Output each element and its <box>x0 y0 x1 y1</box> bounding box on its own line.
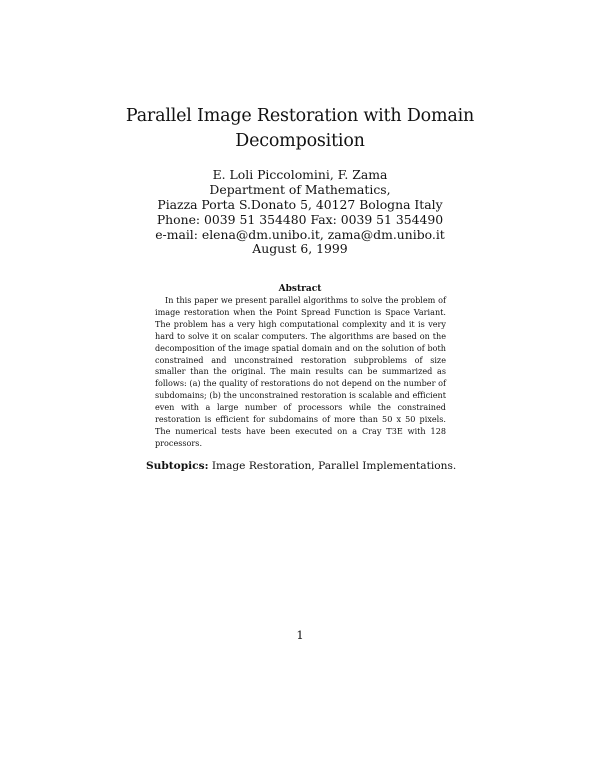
subtopics-text: Image Restoration, Parallel Implementations. <box>208 460 457 472</box>
subtopics-line <box>146 459 466 473</box>
author-department: Department of Mathematics, <box>209 182 391 197</box>
author-block <box>100 167 500 242</box>
paper-date: August 6, 1999 <box>252 241 348 256</box>
page-number: 1 <box>296 628 304 642</box>
author-email: e-mail: elena@dm.unibo.it, zama@dm.unibo.it <box>155 227 445 242</box>
author-phone: Phone: 0039 51 354480 Fax: 0039 51 354490 <box>156 212 444 227</box>
abstract-heading: Abstract <box>278 284 322 294</box>
abstract-body: In this paper we present parallel algorithms to solve the problem of image restoration when the Point Spread Function is Space Variant. The problem has a very high computational complexity and it is very hard to solve it on scalar computers. The algorithms are based on the decomposition of the image spatial domain and on the solution of both constrained and unconstrained restoration subproblems of size smaller than the original. The main results can be summarized as follows: (a) the quality of restorations do not depend on the number of subdomains; (b) the unconstrained restoration is scalable and efficient even with a large number of processors while the constrained restoration is efficient for subdomains of more than 50 x 50 pixels. The numerical tests have been executed on a Cray T3E with 128 processors. <box>155 295 446 448</box>
author-address: Piazza Porta S.Donato 5, 40127 Bologna Italy <box>157 197 443 212</box>
paper-title: Parallel Image Restoration with Domain Decomposition <box>125 106 475 151</box>
author-names: E. Loli Piccolomini, F. Zama <box>212 167 388 182</box>
subtopics-label: Subtopics: <box>146 460 209 472</box>
